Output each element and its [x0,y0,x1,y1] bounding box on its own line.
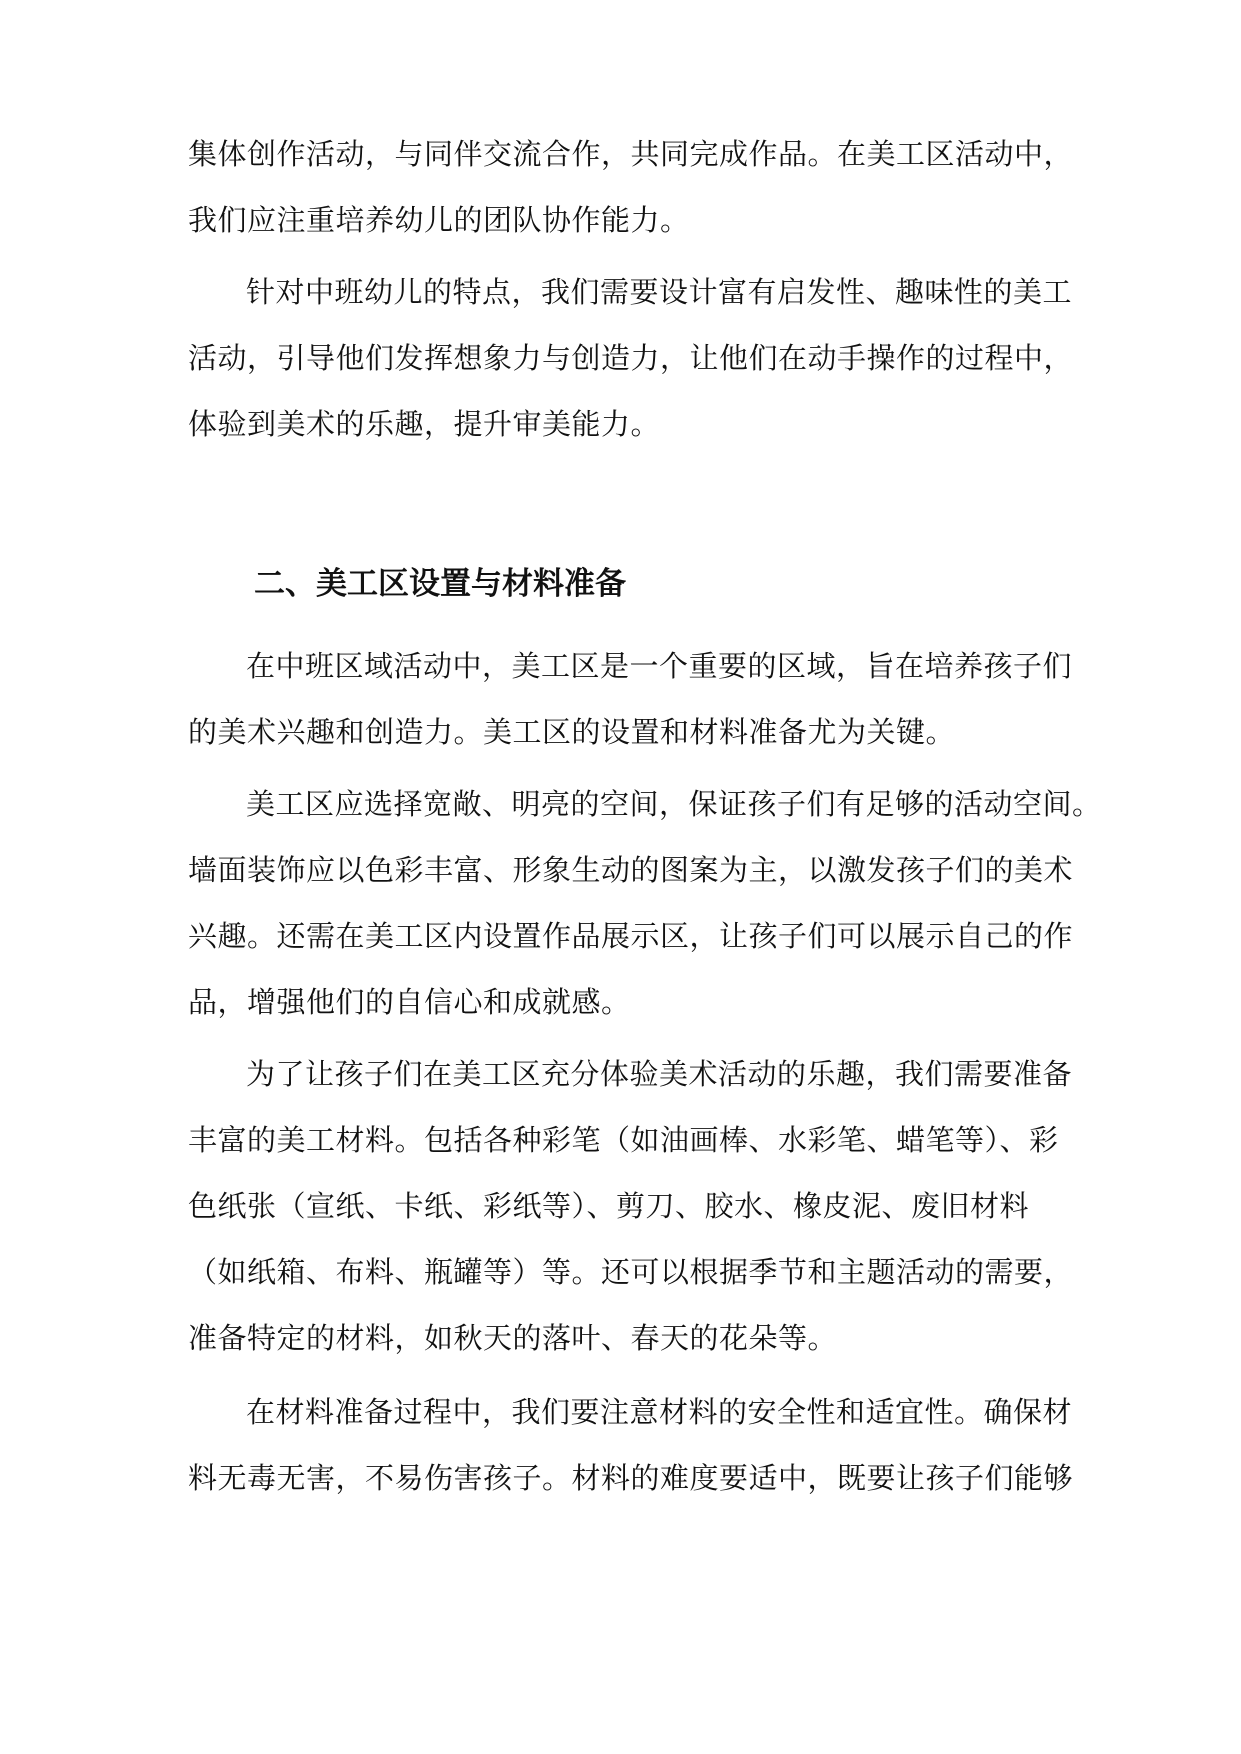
paragraph-line: 活动，引导他们发挥想象力与创造力，让他们在动手操作的过程中， [188,341,1074,375]
paragraph-line: 品，增强他们的自信心和成就感。 [188,985,631,1019]
paragraph-line: 为了让孩子们在美工区充分体验美术活动的乐趣，我们需要准备 [246,1057,1073,1091]
paragraph-line: 准备特定的材料，如秋天的落叶、春天的花朵等。 [188,1321,838,1355]
paragraph-line: 体验到美术的乐趣，提升审美能力。 [188,407,661,441]
paragraph-line: 集体创作活动，与同伴交流合作，共同完成作品。在美工区活动中， [188,137,1074,171]
paragraph-line: 美工区应选择宽敞、明亮的空间，保证孩子们有足够的活动空间。 [246,787,1102,821]
paragraph-line: （如纸箱、布料、瓶罐等）等。还可以根据季节和主题活动的需要， [188,1255,1074,1289]
paragraph-line: 墙面装饰应以色彩丰富、形象生动的图案为主，以激发孩子们的美术 [188,853,1074,887]
paragraph-line: 针对中班幼儿的特点，我们需要设计富有启发性、趣味性的美工 [246,275,1073,309]
paragraph-line: 在材料准备过程中，我们要注意材料的安全性和适宜性。确保材 [246,1395,1073,1429]
section-heading: 二、美工区设置与材料准备 [254,566,626,602]
paragraph-line: 兴趣。还需在美工区内设置作品展示区，让孩子们可以展示自己的作 [188,919,1074,953]
paragraph-line: 的美术兴趣和创造力。美工区的设置和材料准备尤为关键。 [188,715,956,749]
paragraph-line: 我们应注重培养幼儿的团队协作能力。 [188,203,690,237]
paragraph-line: 料无毒无害，不易伤害孩子。材料的难度要适中，既要让孩子们能够 [188,1461,1074,1495]
paragraph-line: 丰富的美工材料。包括各种彩笔（如油画棒、水彩笔、蜡笔等）、彩 [188,1123,1059,1157]
paragraph-line: 色纸张（宣纸、卡纸、彩纸等）、剪刀、胶水、橡皮泥、废旧材料 [188,1189,1030,1223]
paragraph-line: 在中班区域活动中，美工区是一个重要的区域，旨在培养孩子们 [246,649,1073,683]
